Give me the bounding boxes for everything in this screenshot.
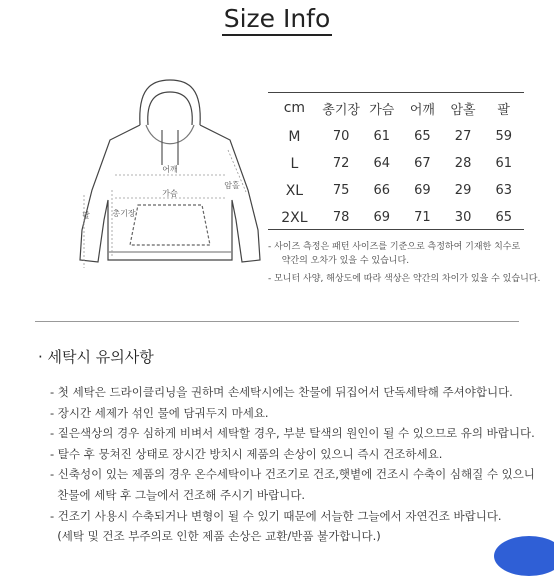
table-cell: 2XL: [281, 209, 308, 226]
table-cell: 71: [414, 210, 431, 225]
wash-line: 찬물에 세탁 후 그늘에서 건조해 주시기 바랍니다.: [50, 487, 306, 502]
hood-outline: [140, 80, 200, 125]
table-header-cell: cm: [283, 100, 306, 116]
table-cell: 67: [414, 156, 431, 171]
size-note-2: 약간의 오차가 있을 수 있습니다.: [276, 256, 410, 266]
label-length: 총기장: [112, 209, 136, 218]
table-cell: 61: [495, 156, 512, 171]
table-row: [268, 177, 524, 204]
table-cell: XL: [285, 182, 304, 199]
size-note-1: - 사이즈 측정은 패턴 사이즈를 기준으로 측정하여 기재한 치수로: [268, 242, 521, 252]
wash-line: - 장시간 세제가 섞인 물에 담궈두지 마세요.: [50, 405, 269, 420]
table-cell: 69: [373, 210, 391, 225]
section-divider: [35, 321, 519, 322]
label-chest: 가슴: [162, 189, 178, 198]
table-header-cell: 가슴: [369, 102, 395, 118]
table-header-cell: 팔: [497, 102, 510, 118]
label-sleeve: 팔: [82, 211, 90, 220]
pocket: [130, 205, 210, 245]
wash-line: - 짙은색상의 경우 심하게 비벼서 세탁할 경우, 부분 탈색의 원인이 될 수 있으므로 유의 바랍니다.: [50, 426, 535, 441]
table-header-row: [268, 93, 524, 123]
size-table: [268, 92, 524, 230]
table-cell: 63: [495, 183, 512, 198]
table-row: [268, 204, 524, 231]
floating-action-button[interactable]: [494, 536, 554, 576]
table-header-cell: 어깨: [409, 102, 435, 118]
table-cell: 78: [332, 210, 350, 225]
table-cell: 30: [454, 210, 472, 225]
size-note-3: - 모니터 사양, 해상도에 따라 색상은 약간의 차이가 있을 수 있습니다.: [268, 274, 541, 284]
wash-instructions: [50, 382, 535, 547]
table-cell: 70: [332, 129, 350, 144]
table-cell: 65: [495, 210, 512, 225]
label-shoulder: 어깨: [162, 165, 178, 174]
table-row: [268, 150, 524, 177]
wash-line: - 건조기 사용시 수축되거나 변형이 될 수 있기 때문에 서늘한 그늘에서 자연건조 바랍니다.: [50, 508, 502, 523]
table-cell: 29: [454, 183, 472, 198]
table-cell: 28: [454, 156, 472, 171]
hoodie-diagram: [70, 70, 270, 270]
table-header-cell: 총기장: [322, 102, 360, 118]
table-cell: 72: [332, 156, 350, 171]
wash-line: - 탈수 후 뭉쳐진 상태로 장시간 방치시 제품의 손상이 있으니 즉시 건조하세요.: [50, 446, 443, 461]
wash-line: - 첫 세탁은 드라이클리닝을 권하며 손세탁시에는 찬물에 뒤집어서 단독세탁해 주셔야합니다.: [50, 385, 513, 399]
table-header-cell: 암홀: [450, 102, 476, 118]
table-cell: 69: [414, 183, 431, 198]
table-cell: L: [290, 155, 299, 172]
page-title: Size Info: [0, 4, 554, 33]
wash-line: (세탁 및 건조 부주의로 인한 제품 손상은 교환/반품 불가합니다.): [50, 529, 381, 544]
label-armhole: 암홀: [224, 181, 240, 190]
wash-heading: · 세탁시 유의사항: [38, 348, 154, 366]
table-row: [268, 123, 524, 150]
table-cell: 75: [332, 183, 350, 198]
table-cell: 64: [373, 156, 391, 171]
table-cell: M: [288, 128, 301, 145]
wash-line: - 신축성이 있는 제품의 경우 온수세탁이나 건조기로 건조,햇볕에 건조시 수축이 심해질 수 있으니: [50, 467, 535, 482]
table-cell: 59: [495, 129, 512, 144]
table-cell: 27: [454, 129, 472, 144]
table-cell: 66: [373, 183, 391, 198]
table-cell: 61: [373, 129, 391, 144]
table-cell: 65: [414, 129, 431, 144]
